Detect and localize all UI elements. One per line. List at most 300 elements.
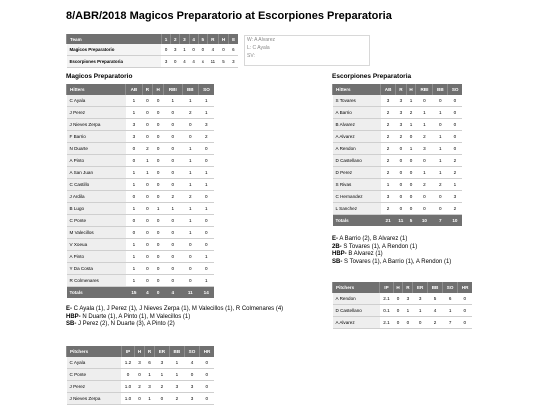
score-cell: 0 <box>171 56 180 68</box>
stat-cell: 0 <box>413 317 428 329</box>
stat-cell: 1 <box>182 227 198 239</box>
player-name: C Ponte <box>67 215 126 227</box>
stat-cell: 0 <box>153 179 164 191</box>
stat-cell: 0 <box>458 305 472 317</box>
note-line <box>332 259 451 267</box>
total-cell: 4 <box>142 287 153 299</box>
stat-cell: 0 <box>164 239 183 251</box>
score-cell: 1 <box>180 44 189 56</box>
player-name: A Pinto <box>67 155 126 167</box>
score-cell: 4 <box>189 56 198 68</box>
escorpiones-pitchers-table <box>332 282 472 329</box>
stat-cell: 0 <box>396 203 407 215</box>
note-text: S Tovares (1), A Barrio (1), A Rendon (1) <box>342 258 452 265</box>
stat-cell: 1 <box>182 215 198 227</box>
note-text: N Duarte (1), A Pinto (1), M Valecillos (1) <box>80 313 191 320</box>
stat-cell: 2 <box>381 143 396 155</box>
hitter-row <box>67 191 215 203</box>
hitter-row <box>333 107 463 119</box>
score-cell: 3 <box>161 56 170 68</box>
stat-cell: 0.1 <box>380 305 393 317</box>
stat-cell: 0 <box>153 107 164 119</box>
stat-cell: 0 <box>142 119 153 131</box>
stat-cell: 0 <box>164 107 183 119</box>
stat-cell: 2 <box>198 131 214 143</box>
note-line <box>332 244 451 252</box>
stat-cell: 0 <box>416 155 433 167</box>
stat-cell: 1 <box>406 119 416 131</box>
column-header: R <box>207 34 218 44</box>
stat-cell: 2 <box>433 179 448 191</box>
stat-cell: 3 <box>169 381 184 393</box>
column-header: IP <box>121 346 134 357</box>
note-line <box>66 314 283 322</box>
stat-cell: 0 <box>126 191 142 203</box>
stat-cell: 0 <box>164 155 183 167</box>
stat-cell: 1 <box>198 275 214 287</box>
stat-cell: 6 <box>145 357 155 369</box>
stat-cell: 1 <box>169 369 184 381</box>
score-cell: 11 <box>207 56 218 68</box>
stat-cell: 3 <box>381 95 396 107</box>
team-score-row <box>67 44 239 56</box>
score-cell: x <box>198 56 207 68</box>
note-label: E- <box>66 306 72 312</box>
pitcher-row <box>67 369 215 381</box>
column-header: H <box>135 346 145 357</box>
player-name: A Pinto <box>67 251 126 263</box>
score-cell: 3 <box>229 56 238 68</box>
stat-cell: 3 <box>413 293 428 305</box>
player-name: M Valecillos <box>67 227 126 239</box>
stat-cell: 0 <box>164 143 183 155</box>
magicos-notes <box>66 306 283 329</box>
stat-cell: 0 <box>448 143 462 155</box>
stat-cell: 0 <box>458 317 472 329</box>
stat-cell: 1 <box>198 203 214 215</box>
total-cell: 10 <box>448 215 462 227</box>
stat-cell: 0 <box>164 251 183 263</box>
hitter-row <box>67 179 215 191</box>
stat-cell: 0 <box>142 131 153 143</box>
score-cell: 0 <box>218 44 228 56</box>
totals-label: Totals <box>67 287 126 299</box>
stat-cell: 1 <box>126 107 142 119</box>
stat-cell: 2 <box>406 107 416 119</box>
stat-cell: 1 <box>381 179 396 191</box>
hitters-body <box>67 95 215 298</box>
hitter-row <box>67 131 215 143</box>
stat-cell: 2 <box>381 167 396 179</box>
column-header: H <box>406 84 416 95</box>
team-name-magicos: Magicos Preparatorio <box>66 73 133 80</box>
note-label: HBP- <box>66 313 81 320</box>
column-header: BB <box>433 84 448 95</box>
stat-cell: 3 <box>448 191 462 203</box>
stat-cell: 2 <box>381 203 396 215</box>
stat-cell: 0 <box>182 239 198 251</box>
stat-cell: 1 <box>126 275 142 287</box>
total-cell: 10 <box>416 215 433 227</box>
stat-cell: 0 <box>182 119 198 131</box>
stat-cell: 2 <box>164 191 183 203</box>
stat-cell: 1 <box>142 167 153 179</box>
stat-cell: 2 <box>448 167 462 179</box>
column-header: ER <box>155 346 170 357</box>
stat-cell: 0 <box>198 155 214 167</box>
stat-cell: 0 <box>433 203 448 215</box>
stat-cell: 0 <box>153 155 164 167</box>
stat-cell: 0 <box>184 369 199 381</box>
player-name: L Sanchez <box>333 203 381 215</box>
stat-cell: 3 <box>381 191 396 203</box>
stat-cell: 1 <box>182 95 198 107</box>
stat-cell: 0 <box>198 239 214 251</box>
player-name: J Nieves Zerpa <box>67 119 126 131</box>
stat-cell: 0 <box>153 227 164 239</box>
stat-cell: 0 <box>198 263 214 275</box>
total-cell: 14 <box>198 287 214 299</box>
stat-cell: 1 <box>198 95 214 107</box>
stat-cell: 0 <box>164 275 183 287</box>
hitters-body <box>333 95 463 226</box>
player-name: J Perez <box>67 381 122 393</box>
stat-cell: 0 <box>142 263 153 275</box>
stat-cell: 3 <box>184 393 199 405</box>
note-label: 2B- <box>332 243 342 250</box>
note-label: E- <box>332 236 338 242</box>
player-name: A Barrio <box>333 107 381 119</box>
column-header: H <box>393 282 403 293</box>
stat-cell: 2 <box>381 119 396 131</box>
stat-cell: 3 <box>155 357 170 369</box>
stat-cell: 0 <box>406 167 416 179</box>
column-header: RBI <box>416 84 433 95</box>
pitcher-row <box>333 293 473 305</box>
player-name: F Barrio <box>67 131 126 143</box>
score-cell: 0 <box>198 44 207 56</box>
total-cell: 21 <box>381 215 396 227</box>
pitcher-row <box>67 381 215 393</box>
totals-label: Totals <box>333 215 381 227</box>
total-cell: 7 <box>433 215 448 227</box>
stat-cell: 0 <box>406 179 416 191</box>
player-name: A Alvarez <box>333 317 380 329</box>
stat-cell: 1 <box>433 131 448 143</box>
total-cell: 4 <box>164 287 183 299</box>
stat-cell: 0 <box>182 131 198 143</box>
note-text: B Alvarez (1) <box>346 251 383 257</box>
page-title: 8/ABR/2018 Magicos Preparatorio at Escorpiones Preparatoria <box>66 10 392 22</box>
stat-cell: 0 <box>164 119 183 131</box>
stat-cell: 1 <box>443 305 458 317</box>
stat-cell: 0 <box>142 179 153 191</box>
pitcher-row <box>333 317 473 329</box>
hitter-row <box>333 155 463 167</box>
stat-cell: 0 <box>142 215 153 227</box>
hitter-row <box>333 143 463 155</box>
stat-cell: 3 <box>135 357 145 369</box>
line-score-body <box>67 44 239 68</box>
player-name: C Ayala <box>67 95 126 107</box>
stat-cell: 2 <box>381 107 396 119</box>
stat-cell: 1 <box>182 167 198 179</box>
stat-cell: 0 <box>142 95 153 107</box>
stat-cell: 2.1 <box>380 317 393 329</box>
player-name: C Ponte <box>67 369 122 381</box>
note-label: SB- <box>66 321 77 327</box>
player-name: D Castellano <box>333 305 380 317</box>
hitter-row <box>333 131 463 143</box>
column-header: BB <box>169 346 184 357</box>
stat-cell: 0 <box>200 393 214 405</box>
stat-cell: 0 <box>142 275 153 287</box>
stat-cell: 1 <box>198 179 214 191</box>
player-name: C Ayala <box>67 357 122 369</box>
total-cell: 15 <box>126 287 142 299</box>
stat-cell: 2 <box>182 107 198 119</box>
hitter-row <box>333 119 463 131</box>
pitchers-body <box>67 357 215 405</box>
stat-cell: 1 <box>126 203 142 215</box>
hitter-row <box>333 203 463 215</box>
stat-cell: 7 <box>443 317 458 329</box>
stat-cell: 0 <box>416 203 433 215</box>
stat-cell: 0 <box>164 179 183 191</box>
stat-cell: 1 <box>126 263 142 275</box>
stat-cell: 1.2 <box>121 357 134 369</box>
hitter-row <box>67 263 215 275</box>
stat-cell: 0 <box>200 357 214 369</box>
stat-cell: 2 <box>135 381 145 393</box>
winning-pitcher: W: A Alvarez <box>247 37 275 43</box>
escorpiones-hitters-table <box>332 84 462 226</box>
total-cell: 11 <box>182 287 198 299</box>
player-name: V Xoeua <box>67 239 126 251</box>
stat-cell: 1 <box>433 143 448 155</box>
note-line <box>66 321 283 329</box>
stat-cell: 1 <box>126 95 142 107</box>
stat-cell: 0 <box>142 191 153 203</box>
player-name: N Duarte <box>67 143 126 155</box>
stat-cell: 3 <box>396 119 407 131</box>
stat-cell: 0 <box>200 381 214 393</box>
score-cell: 3 <box>171 44 180 56</box>
stat-cell: 1 <box>433 167 448 179</box>
stat-cell: 1 <box>145 393 155 405</box>
stat-cell: 1 <box>155 369 170 381</box>
hitter-row <box>67 95 215 107</box>
column-header: RBI <box>164 84 183 95</box>
note-text: J Perez (2), N Duarte (3), A Pinto (2) <box>76 321 175 327</box>
stat-cell: 0 <box>153 263 164 275</box>
stat-cell: 3 <box>416 143 433 155</box>
stat-cell: 3 <box>126 119 142 131</box>
stat-cell: 0 <box>164 167 183 179</box>
stat-cell: 1.0 <box>121 393 134 405</box>
stat-cell: 2 <box>448 203 462 215</box>
stat-cell: 1 <box>406 95 416 107</box>
stat-cell: 3 <box>145 381 155 393</box>
stat-cell: 2 <box>448 155 462 167</box>
stat-cell: 0 <box>155 393 170 405</box>
total-cell: 5 <box>406 215 416 227</box>
stat-cell: 0 <box>126 143 142 155</box>
escorpiones-notes <box>332 236 451 266</box>
stat-cell: 1 <box>198 107 214 119</box>
stat-cell: 0 <box>142 251 153 263</box>
hitter-row <box>67 167 215 179</box>
player-name: B Alvarez <box>333 119 381 131</box>
note-label: HBP- <box>332 251 347 257</box>
column-header: AB <box>126 84 142 95</box>
column-header: Team <box>67 34 162 44</box>
player-name: D Perez <box>333 167 381 179</box>
hitter-row <box>333 167 463 179</box>
stat-cell: 2 <box>381 155 396 167</box>
team-name-escorpiones: Escorpiones Preparatoria <box>332 73 412 80</box>
score-cell: 5 <box>218 56 228 68</box>
column-header: SO <box>184 346 199 357</box>
stat-cell: 2 <box>142 143 153 155</box>
column-header: H <box>218 34 228 44</box>
column-header: SO <box>198 84 214 95</box>
stat-cell: 0 <box>198 215 214 227</box>
pitchers-body <box>333 293 473 329</box>
stat-cell: 0 <box>416 95 433 107</box>
pitcher-row <box>67 357 215 369</box>
stat-cell: 1 <box>198 167 214 179</box>
stat-cell: 0 <box>153 131 164 143</box>
pitcher-row <box>333 305 473 317</box>
line-score-header <box>67 34 239 44</box>
stat-cell: 0 <box>142 227 153 239</box>
column-header: 3 <box>180 34 189 44</box>
column-header: R <box>142 84 153 95</box>
stat-cell: 2 <box>182 191 198 203</box>
column-header: Hitters <box>67 84 126 95</box>
player-name: S Tovares <box>333 95 381 107</box>
team-name: Escorpiones Preparatoria <box>67 56 162 68</box>
stat-cell: 0 <box>433 191 448 203</box>
stat-cell: 0 <box>153 215 164 227</box>
player-name: A San Juan <box>67 167 126 179</box>
stat-cell: 0 <box>153 119 164 131</box>
pitcher-row <box>67 393 215 405</box>
magicos-hitters-table <box>66 84 214 298</box>
column-header: 4 <box>189 34 198 44</box>
stat-cell: 1 <box>198 251 214 263</box>
score-cell: 4 <box>180 56 189 68</box>
note-line <box>332 251 451 259</box>
stat-cell: 0 <box>198 191 214 203</box>
stat-cell: 0 <box>153 251 164 263</box>
column-header: BB <box>428 282 443 293</box>
stat-cell: 1 <box>164 203 183 215</box>
stat-cell: 0 <box>406 155 416 167</box>
stat-cell: 2 <box>428 317 443 329</box>
player-name: C Hernandez <box>333 191 381 203</box>
column-header: H <box>153 84 164 95</box>
stat-cell: 0 <box>135 369 145 381</box>
stat-cell: 1 <box>406 143 416 155</box>
column-header: SO <box>443 282 458 293</box>
team-name: Magicos Preparatorio <box>67 44 162 56</box>
column-header: BB <box>182 84 198 95</box>
player-name: C Castillo <box>67 179 126 191</box>
stat-cell: 3 <box>396 107 407 119</box>
stat-cell: 1 <box>126 167 142 179</box>
column-header: R <box>396 84 407 95</box>
hitter-row <box>67 275 215 287</box>
stat-cell: 0 <box>164 131 183 143</box>
column-header: R <box>145 346 155 357</box>
pitchers-header <box>333 282 473 293</box>
stat-cell: 4 <box>428 305 443 317</box>
stat-cell: 0 <box>142 107 153 119</box>
stat-cell: 1 <box>433 155 448 167</box>
stat-cell: 0 <box>182 251 198 263</box>
stat-cell: 1 <box>403 305 413 317</box>
stat-cell: 0 <box>164 263 183 275</box>
stat-cell: 0 <box>406 191 416 203</box>
column-header: 5 <box>198 34 207 44</box>
stat-cell: 6 <box>443 293 458 305</box>
hitter-row <box>333 191 463 203</box>
stat-cell: 4 <box>184 357 199 369</box>
stat-cell: 1 <box>182 179 198 191</box>
stat-cell: 0 <box>448 119 462 131</box>
total-cell: 11 <box>396 215 407 227</box>
stat-cell: 2 <box>416 131 433 143</box>
stat-cell: 2 <box>155 381 170 393</box>
stat-cell: 0 <box>164 215 183 227</box>
stat-cell: 0 <box>198 227 214 239</box>
hitter-row <box>67 251 215 263</box>
stat-cell: 1 <box>126 179 142 191</box>
stat-cell: 2 <box>169 393 184 405</box>
stat-cell: 0 <box>126 215 142 227</box>
hitter-row <box>67 155 215 167</box>
player-name: J Perez <box>67 107 126 119</box>
stat-cell: 0 <box>393 305 403 317</box>
hitter-row <box>67 119 215 131</box>
stat-cell: 0 <box>142 203 153 215</box>
stat-cell: 0 <box>153 143 164 155</box>
stat-cell: 3 <box>184 381 199 393</box>
stat-cell: 2 <box>416 179 433 191</box>
stat-cell: 0 <box>126 155 142 167</box>
stat-cell: 0 <box>198 143 214 155</box>
stat-cell: 0 <box>200 369 214 381</box>
column-header: HR <box>458 282 472 293</box>
player-name: D Castellano <box>333 155 381 167</box>
hitter-row <box>67 203 215 215</box>
stat-cell: 3 <box>126 131 142 143</box>
column-header: AB <box>381 84 396 95</box>
stat-cell: 1.0 <box>121 381 134 393</box>
hitter-row <box>333 95 463 107</box>
stat-cell: 0 <box>142 239 153 251</box>
magicos-pitchers-table <box>66 346 214 405</box>
stat-cell: 0 <box>182 275 198 287</box>
stat-cell: 0 <box>403 317 413 329</box>
score-cell: 6 <box>229 44 238 56</box>
player-name: A Rendon <box>333 293 380 305</box>
hitters-header <box>67 84 215 95</box>
player-name: J Ardila <box>67 191 126 203</box>
stat-cell: 1 <box>182 143 198 155</box>
